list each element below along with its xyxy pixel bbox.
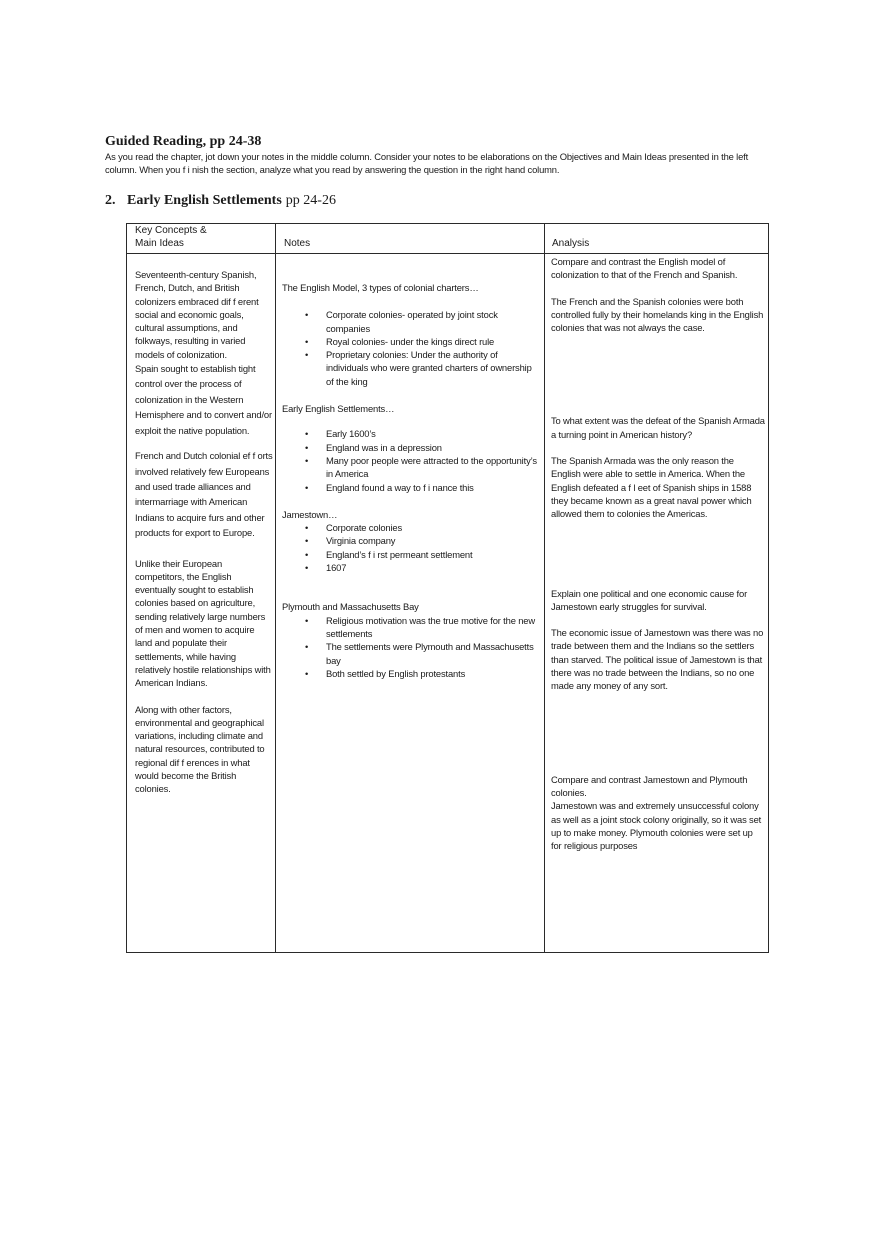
list-item: • Royal colonies- under the kings direct rule: [282, 335, 540, 348]
notes-jamestown-list: [282, 521, 540, 574]
list-item: • Corporate colonies: [282, 521, 540, 534]
analysis-answer-3: The economic issue of Jamestown was there was no trade between them and the Indians so the settlers than starved. The political issue of Jamestown is that there was no trade between the Indians, so no one made any money of any sort.: [551, 627, 764, 692]
notes-jamestown-heading: Jamestown…: [282, 508, 338, 520]
list-item: • Early 1600’s: [282, 427, 540, 440]
list-item: • Corporate colonies- operated by joint stock companies: [282, 308, 540, 335]
concept-french-dutch: French and Dutch colonial ef f orts involved relatively few Europeans and used trade alliances and intermarriage with American Indians to acquire furs and other products for export to Europe.: [135, 450, 273, 539]
list-item: • 1607: [282, 561, 540, 574]
concept-english-colonies: Unlike their European competitors, the English eventually sought to establish colonies based on agriculture, sending relatively large numbers of men and women to acquire land and populate their settlements, while having relatively hostile relationships with American Indians.: [135, 557, 271, 689]
key-concepts-column: [135, 268, 273, 796]
concept-regional-differences: Along with other factors, environmental and geographical variations, including climate and natural resources, contributed to regional dif f erences in what would become the British colonies.: [135, 703, 265, 795]
header-analysis: Analysis: [552, 238, 590, 249]
analysis-question-3: Explain one political and one economic cause for Jamestown early struggles for survival.: [551, 587, 748, 612]
column-divider-1: [275, 224, 276, 952]
list-item: • Many poor people were attracted to the opportunity’s in America: [282, 454, 540, 481]
notes-column: [282, 281, 540, 680]
section-name: Early English Settlements: [127, 193, 282, 208]
guided-reading-table: [126, 223, 769, 953]
header-row-divider: [127, 253, 768, 254]
notes-early-settlements-list: [282, 427, 540, 493]
analysis-question-1: Compare and contrast the English model of colonization to that of the French and Spanish.: [551, 256, 738, 281]
list-item: • England’s f i rst permeant settlement: [282, 548, 540, 561]
list-item: • The settlements were Plymouth and Massachusetts bay: [282, 640, 540, 667]
list-item: • England found a way to f i nance this: [282, 481, 540, 494]
analysis-question-4: Compare and contrast Jamestown and Plymouth colonies.: [551, 773, 748, 798]
section-number: 2.: [105, 193, 116, 208]
header-key-concepts: Key Concepts & Main Ideas: [135, 225, 207, 249]
notes-english-model-heading: The English Model, 3 types of colonial charters…: [282, 282, 479, 293]
analysis-question-2: To what extent was the defeat of the Spanish Armada a turning point in American history?: [551, 415, 765, 440]
instructions-text: As you read the chapter, jot down your notes in the middle column. Consider your notes to be elaborations on the Objectives and Main Ideas presented in the left column. When you f i nish the section, analyze what you read by answering the question in the right hand column.: [105, 151, 749, 175]
analysis-column: [551, 255, 765, 852]
list-item: • Virginia company: [282, 534, 540, 547]
column-divider-2: [544, 224, 545, 952]
notes-plymouth-list: [282, 614, 540, 680]
notes-english-model-list: [282, 308, 540, 388]
section-heading: [105, 193, 336, 209]
notes-early-settlements-heading: Early English Settlements…: [282, 403, 395, 415]
section-pages: pp 24-26: [285, 193, 336, 208]
list-item: • Both settled by English protestants: [282, 667, 540, 680]
analysis-answer-2: The Spanish Armada was the only reason the English were able to settle in America. When the English defeated a f l eet of Spanish ships in 1588 they became known as a great naval power which allowed them to colonies the Americas.: [551, 455, 752, 520]
notes-plymouth-heading: Plymouth and Massachusetts Bay: [282, 601, 419, 613]
list-item: • Proprietary colonies: Under the authority of individuals who were granted charters of ownership of the king: [282, 348, 540, 388]
analysis-answer-4: Jamestown was and extremely unsuccessful colony as well as a joint stock colony originally, so it was set up to make money. Plymouth colonies were set up for religious purposes: [551, 800, 762, 852]
concept-spain-control: Spain sought to establish tight control over the process of colonization in the Western Hemisphere and to convert and/or exploit the native population.: [135, 363, 272, 436]
page-title: Guided Reading, pp 24-38: [105, 134, 262, 149]
analysis-answer-1: The French and the Spanish colonies were both controlled fully by their homelands king in the English colonies that was not always the case.: [551, 295, 764, 334]
concept-colonization-models: Seventeenth-century Spanish, French, Dutch, and British colonizers embraced dif f erent social and economic goals, cultural assumptions, and folkways, resulting in varied models of colonization.: [135, 269, 259, 360]
list-item: • Religious motivation was the true motive for the new settlements: [282, 614, 540, 641]
header-notes: Notes: [284, 238, 311, 249]
list-item: • England was in a depression: [282, 441, 540, 454]
